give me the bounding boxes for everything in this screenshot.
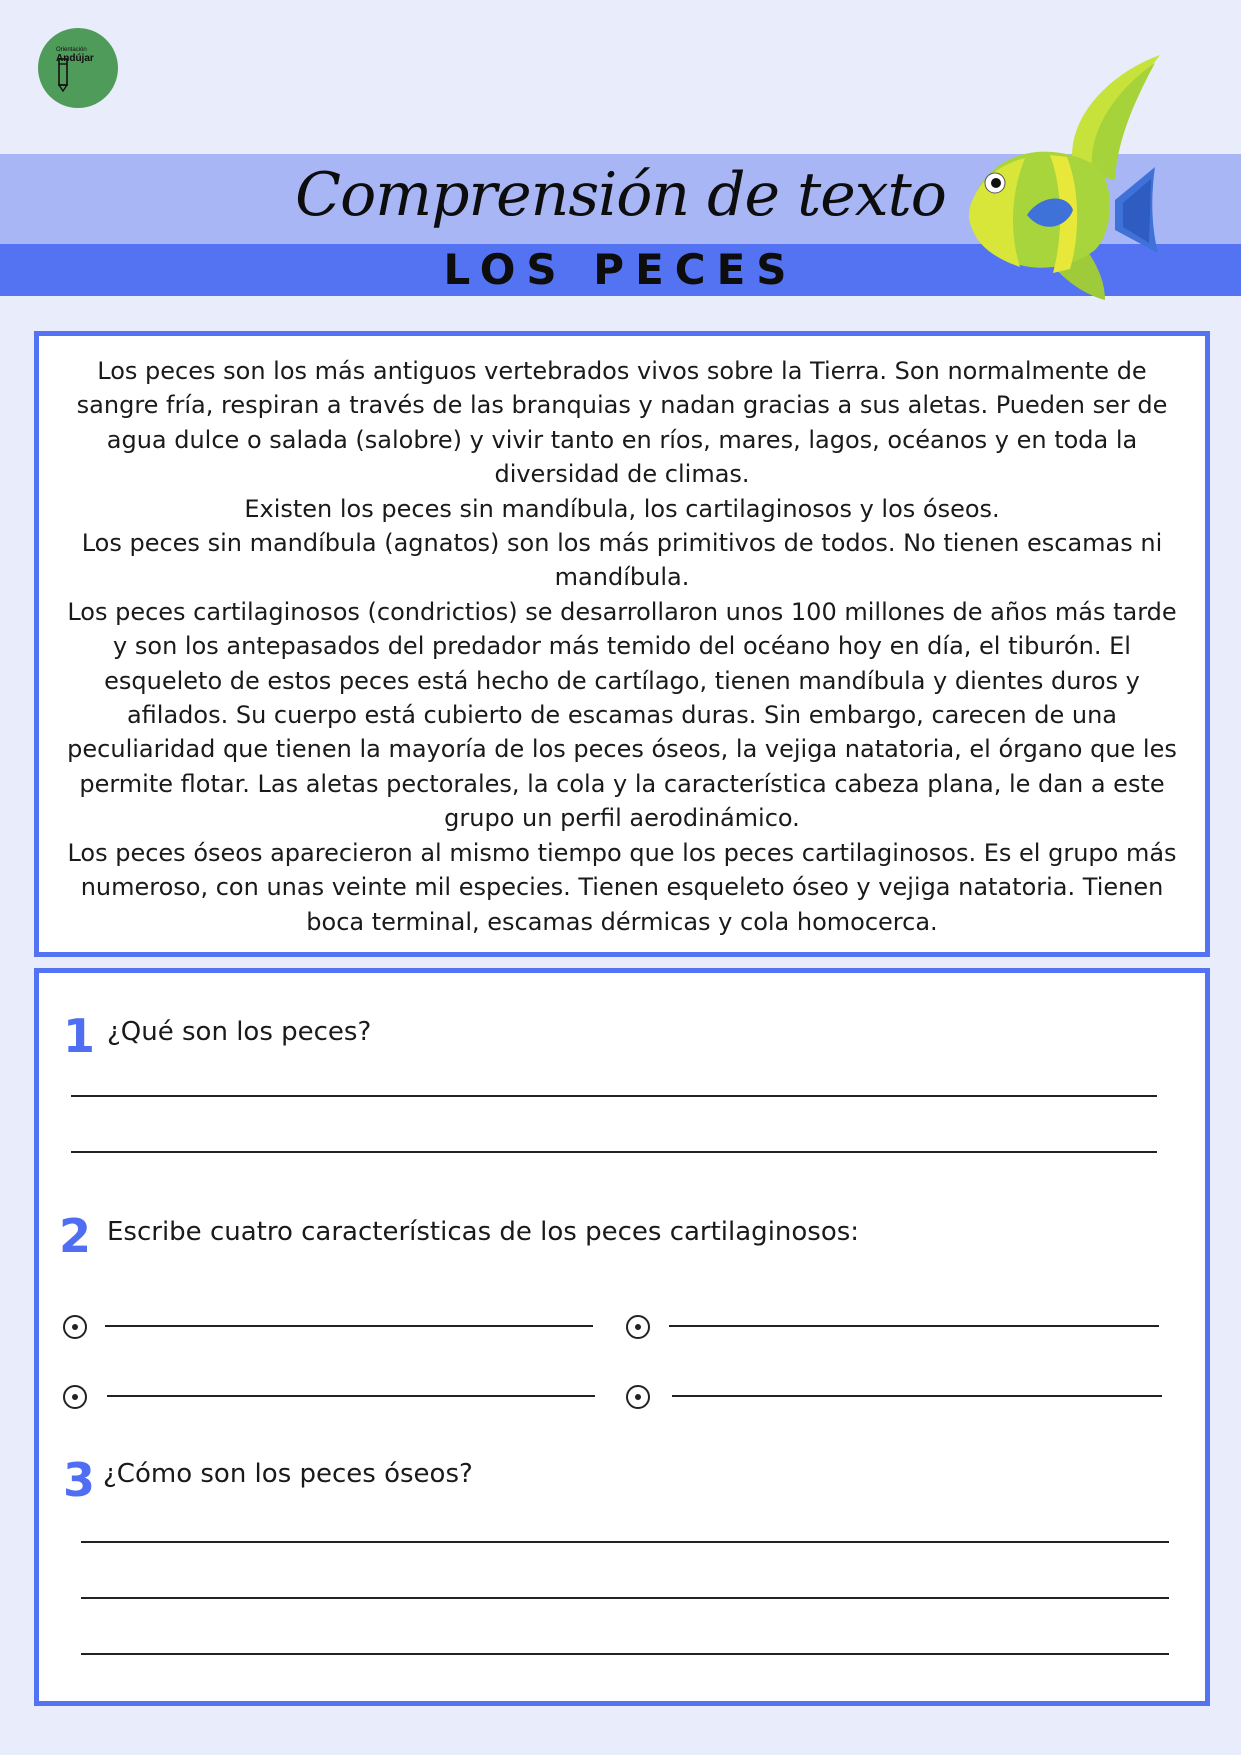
reading-paragraph: Los peces óseos aparecieron al mismo tiempo que los peces cartilaginosos. Es el grupo más numeroso, con unas veinte mil especies. Tienen esqueleto óseo y vejiga natatoria. Tienen boca terminal, escamas dérmicas y cola homocerca. bbox=[67, 838, 1177, 936]
answer-line[interactable] bbox=[107, 1395, 595, 1397]
answer-line[interactable] bbox=[672, 1395, 1162, 1397]
bullet-icon bbox=[63, 1315, 87, 1339]
answer-line[interactable] bbox=[71, 1151, 1157, 1153]
logo bbox=[38, 28, 118, 108]
page-title: LOS PECES bbox=[443, 245, 798, 294]
bullet-icon bbox=[626, 1385, 650, 1409]
answer-line[interactable] bbox=[81, 1597, 1169, 1599]
script-title: Comprensión de texto bbox=[295, 160, 946, 230]
bullet-icon bbox=[63, 1385, 87, 1409]
answer-line[interactable] bbox=[81, 1541, 1169, 1543]
answer-line[interactable] bbox=[669, 1325, 1159, 1327]
question-1-number: 1 bbox=[63, 1009, 96, 1063]
question-1-text: ¿Qué son los peces? bbox=[107, 1017, 372, 1047]
fish-illustration bbox=[955, 55, 1170, 300]
reading-paragraph: Existen los peces sin mandíbula, los cartilaginosos y los óseos. bbox=[244, 494, 1000, 523]
pencil-icon bbox=[58, 58, 68, 92]
question-2-text: Escribe cuatro características de los peces cartilaginosos: bbox=[107, 1217, 860, 1247]
reading-paragraph: Los peces cartilaginosos (condrictios) se desarrollaron unos 100 millones de años más tarde y son los antepasados del predador más temido del océano hoy en día, el tiburón. El esqueleto de estos peces está hecho de cartílago, tienen mandíbula y dientes duros y afilados. Su cuerpo está cubierto de escamas duras. Sin embargo, carecen de una peculiaridad que tienen la mayoría de los peces óseos, la vejiga natatoria, el órgano que les permite flotar. Las aletas pectorales, la cola y la característica cabeza plana, le dan a este grupo un perfil aerodinámico. bbox=[67, 597, 1177, 833]
question-3-number: 3 bbox=[63, 1453, 96, 1507]
reading-text bbox=[61, 354, 1183, 939]
logo-text-line2: Andújar bbox=[56, 53, 94, 64]
answer-line[interactable] bbox=[81, 1653, 1169, 1655]
question-2-number: 2 bbox=[59, 1209, 92, 1263]
questions-box bbox=[34, 968, 1210, 1706]
answer-line[interactable] bbox=[71, 1095, 1157, 1097]
reading-paragraph: Los peces sin mandíbula (agnatos) son los más primitivos de todos. No tienen escamas ni mandíbula. bbox=[81, 529, 1163, 592]
reading-box bbox=[34, 331, 1210, 957]
question-3-text: ¿Cómo son los peces óseos? bbox=[103, 1459, 473, 1489]
bullet-icon bbox=[626, 1315, 650, 1339]
reading-paragraph: Los peces son los más antiguos vertebrados vivos sobre la Tierra. Son normalmente de sangre fría, respiran a través de las branquias y nadan gracias a sus aletas. Pueden ser de agua dulce o salada (salobre) y vivir tanto en ríos, mares, lagos, océanos y en toda la diversidad de climas. bbox=[76, 357, 1168, 489]
answer-line[interactable] bbox=[105, 1325, 593, 1327]
logo-text-line1: Orientación bbox=[56, 47, 87, 53]
